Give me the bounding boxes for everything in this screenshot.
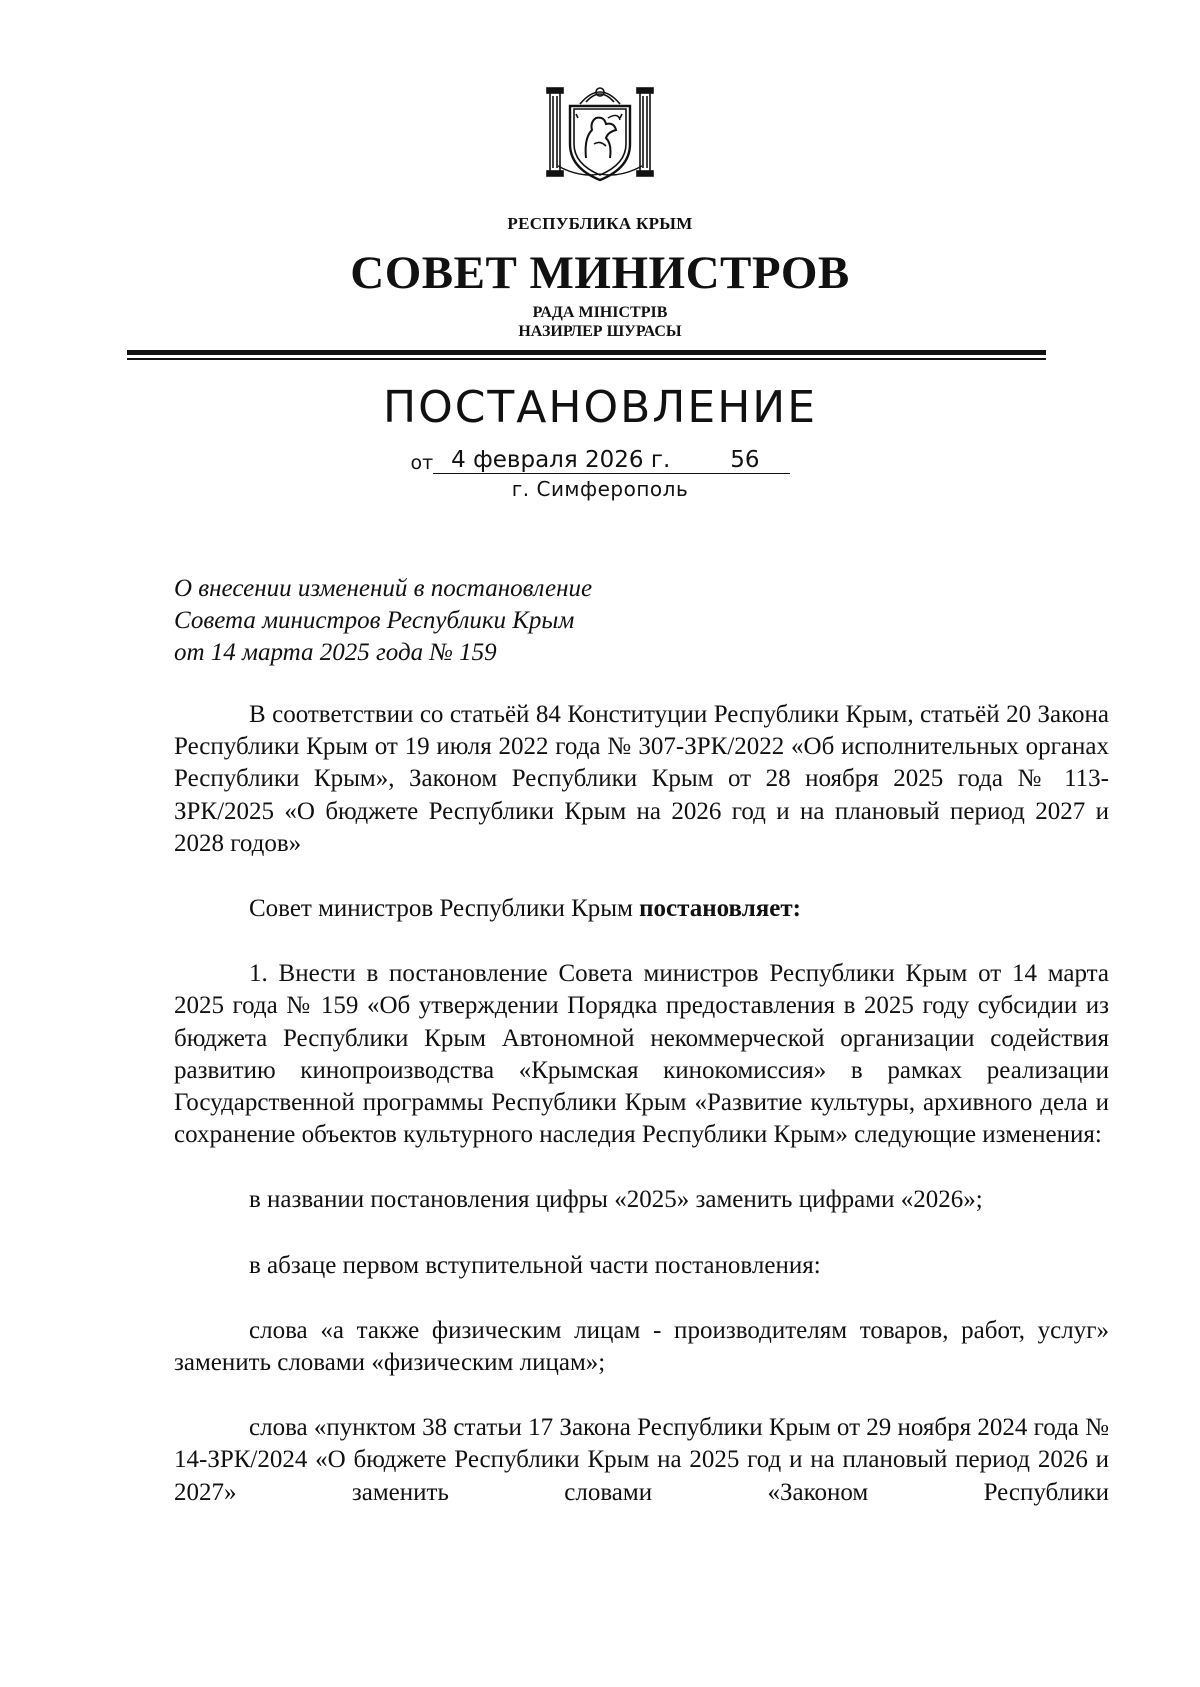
council-name-crimean-tatar: НАЗИРЛЕР ШУРАСЫ xyxy=(518,323,682,340)
decree-dateline xyxy=(0,447,1200,474)
crimea-coat-of-arms-icon xyxy=(536,78,664,186)
item-1-paragraph: 1. Внести в постановление Совета министров Республики Крым от 14 марта 2025 года № 159 «Об утверждении Порядка предоставления в 2025 году субсидии из бюджета Республики Крым Автономной некоммерческой организации содействия развитию кинопроизводства «Крымская кинокомиссия» в рамках реализации Государственной программы Республики Крым «Развитие культуры, архивного дела и сохранение объектов культурного наследия Республики Крым» следующие изменения: xyxy=(174,960,1109,1149)
subject-line: от 14 марта 2025 года № 159 xyxy=(174,639,497,666)
subject-line: Совета министров Республики Крым xyxy=(174,607,575,634)
resolves-lead: Совет министров Республики Крым xyxy=(249,895,640,923)
document-type-title: ПОСТАНОВЛЕНИЕ xyxy=(382,382,817,433)
subject-line: О внесении изменений в постановление xyxy=(174,575,593,602)
decree-number: 56 xyxy=(684,447,789,474)
date-prefix: от xyxy=(410,452,434,474)
header-divider-thick xyxy=(127,350,1046,355)
decree-body xyxy=(174,699,1109,1509)
resolves-keyword: постановляет: xyxy=(639,895,801,923)
change-paragraph-preamble-intro: в абзаце первом вступительной части постановления: xyxy=(249,1251,821,1279)
council-name-ukrainian: РАДА МІНІСТРІВ xyxy=(532,304,668,321)
decree-city: г. Симферополь xyxy=(511,477,689,501)
decree-subject xyxy=(174,573,774,669)
change-paragraph-words-2: слова «пунктом 38 статьи 17 Закона Республики Крым от 29 ноября 2024 года № 14-ЗРК/2024 «О бюджете Республики Крым на 2025 год и на плановый период 2026 и 2027» заменить словами «Законом Республики xyxy=(174,1414,1109,1506)
resolves-paragraph xyxy=(174,893,1109,925)
decree-date: 4 февраля 2026 г. xyxy=(433,447,684,474)
change-paragraph-words-1: слова «а также физическим лицам - производителям товаров, работ, услуг» заменить словами «физическим лицам»; xyxy=(174,1316,1109,1377)
header-divider-thin xyxy=(127,358,1046,360)
council-name: СОВЕТ МИНИСТРОВ xyxy=(350,247,850,299)
republic-name: РЕСПУБЛИКА КРЫМ xyxy=(507,214,693,233)
preamble-paragraph: В соответствии со статьёй 84 Конституции Республики Крым, статьёй 20 Закона Республики Крым от 19 июля 2022 года № 307-ЗРК/2022 «Об исполнительных органах Республики Крым», Законом Республики Крым от 28 ноября 2025 года № 113-ЗРК/2025 «О бюджете Республики Крым на 2026 год и на плановый период 2027 и 2028 годов» xyxy=(174,701,1109,857)
change-paragraph-title: в названии постановления цифры «2025» заменить цифрами «2026»; xyxy=(249,1186,983,1214)
